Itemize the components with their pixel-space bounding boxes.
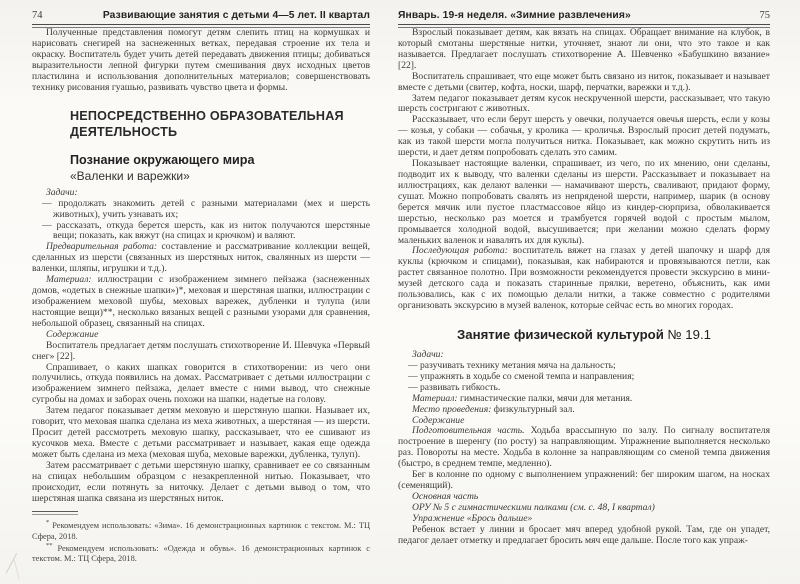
followup-work-text: воспитатель вяжет на глазах у детей шапочку и шарф для куклы (крючком и спицами), показывая, как набираются и провязываются петли, как растет связанное полотно. При возможности рекомендуется провести экскурсию в мини-музей детского сада и показать старинные прялки, веретено, объяснить, как ими пользовались, как с их помощью делали нитки, а также совместно с родителями организовать экскурсию в музей валенок, которые сейчас есть во многих городах. (398, 245, 771, 312)
paragraph: Затем педагог показывает детям кусок нескрученной шерсти, рассказывает, что такую шерсть состригают с животных. (398, 92, 770, 115)
paragraph-material (32, 275, 370, 330)
paragraph: Затем рассматривает с детьми шерстяную шапку, сравнивает ее со связанным на спицах небольшим образцом с незакрепленной нитью. Показывает, что происходит, если потянуть за ниточку. Делает с детьми вывод о том, что шерстяная шапка связана из шерстяных ниток. (32, 459, 370, 504)
pe-lesson-heading (398, 327, 770, 342)
paragraph: Показывает настоящие валенки, спрашивает, из чего, по их мнению, они сделаны, подводит их к выводу, что валенки сделаны из шерсти. Рассказывает и показывает на иллюстрациях, как делают валенки — намачивают шерсть, сваливают, придают форму, сушат. Можно попробовать свалять из непряденой шерсти, например, шарик (в основу берется мячик или пустое пластмассовое яйцо из киндер-сюрприза, обволакивается шерстью, несколько раз моется и трамбуется горячей водой с простым мылом, промывается холодной водой, высушивается; при желании можно сделать форму маленьких валенок и навалять их для куклы). (398, 158, 770, 246)
running-head-right (398, 10, 770, 21)
paragraph: Спрашивает, о каких шапках говорится в стихотворении: из чего они получились, откуда появились на домах. Рассматривает с детьми иллюстрации с изображением зимнего пейзажа, делает вместе с ними вывод, что снежные сугробы на домах и заборах очень похожи на шапки, надетые на голову. (32, 361, 370, 406)
lesson-title: Познание окружающего мира (70, 152, 255, 167)
prep-work-text: составление и рассматривание коллекции вещей, сделанных из шерсти (связанных из шерстяных ниток, свалянных из шерсти — валенки, шляпы, игрушки и т.д.). (32, 241, 370, 275)
paragraph: Воспитатель предлагает детям послушать стихотворение И. Шевчука «Первый снег» [22]. (32, 339, 370, 362)
material-text: иллюстрации с изображением зимнего пейзажа (заснеженных домов, «одетых в снежные шапки»)*, меховая и шерстяная шапки, иллюстрации с изображением меховой шубы, меховых варежек, дубленки и тулупа (или настоящие вещи)**, несколько вязаных вещей с разными узорами для сравнения, небольшой образец, связанный на спицах. (32, 274, 370, 329)
task-item: — упражнять в ходьбе со сменой темпа и направления; (408, 370, 635, 382)
lesson-subtitle: «Валенки и варежки» (70, 168, 190, 183)
tasks-label: Задачи: (46, 186, 78, 198)
venue-label: Место проведения: (412, 403, 492, 415)
oru-label: ОРУ № 5 с гимнастическими палками (см. с. 48, I квартал) (412, 501, 655, 513)
prep-work-label: Предварительная работа: (46, 241, 158, 253)
footnote-marker: ** (46, 541, 53, 549)
footnote-marker: * (46, 519, 50, 527)
pe-lesson-number: № 19.1 (667, 326, 711, 342)
paragraph: Взрослый показывает детям, как вязать на спицах. Обращает внимание на клубок, в который смотаны шерстяные нитки, уточняет, знают ли они, что это такое и как называется. Предлагает послушать стихотворение А. Шевченко «Бабушкино вязание» [22]. (398, 27, 770, 71)
page-left (32, 10, 370, 564)
pe-lesson-title: Занятие физической культурой (457, 326, 664, 342)
warmup-label: Подготовительная часть. (412, 425, 525, 437)
content-label: Содержание (412, 414, 465, 426)
running-head-title-left: Развивающие занятия с детьми 4—5 лет. II квартал (102, 10, 370, 21)
page-number-right: 75 (759, 10, 770, 21)
task-item: — развивать гибкость. (408, 381, 501, 393)
paragraph-warmup (398, 426, 770, 470)
footnote-text: Рекомендуем использовать: «Зима». 16 демонстрационных картинок с текстом. М.: ТЦ Сфера, 2018. (32, 521, 370, 541)
paragraph-run: Бег в колонне по одному с выполнением упражнений: бег широким шагом, на носках (семенящий). (398, 469, 770, 492)
material-label: Материал: (412, 392, 458, 404)
followup-work-label: Последующая работа: (412, 245, 508, 257)
warmup-text: Ходьба врассыпную по залу. По сигналу воспитателя построение в шеренгу (по росту) за направляющим. Упражнение выполняется несколько раз. Повороты на месте. Ходьба в колонне за направляющим со сменой темпа движения (быстро, в среднем темпе, медленно). (398, 425, 770, 470)
material-text: гимнастические палки, мячи для метания. (460, 392, 633, 404)
paragraph-venue (398, 405, 770, 416)
task-item: — рассказать, откуда берется шерсть, как из ниток получаются шерстяные вещи; показать, как вяжут (на спицах и крючком) и валяют. (42, 219, 370, 242)
task-item: — разучивать технику метания мяча на дальность; (408, 359, 616, 371)
paragraph-exercise: Ребенок встает у линии и бросает мяч вперед удобной рукой. Там, где он упадет, педагог делает отметку и предлагает бросить мяч еще дальше. После того как упраж- (398, 523, 770, 546)
exercise-label: Упражнение «Брось дальше» (412, 512, 533, 524)
page-number-left: 74 (32, 10, 43, 21)
paragraph: Воспитатель спрашивает, что еще может быть связано из ниток, показывает и называет вместе с детьми (свитер, кофта, носки, шарф, перчатки, варежки и т.д.). (398, 70, 770, 93)
main-part-label: Основная часть (412, 490, 479, 502)
paragraph-followup-work (398, 246, 770, 312)
venue-text: физкультурный зал. (493, 403, 575, 415)
section-title: НЕПОСРЕДСТВЕННО ОБРАЗОВАТЕЛЬНАЯ ДЕЯТЕЛЬНОСТЬ (70, 108, 344, 139)
footnote (32, 519, 370, 541)
material-label: Материал: (46, 274, 92, 286)
paragraph-intro: Полученные представления помогут детям слепить птиц на кормушках и нарисовать снегирей на заснеженных ветках, передавая строение их тела и окраску. Воспитатель будет учить детей передавать движения птицы; добиваться выразительности лепной фигурки путем смешивания двух исходных цветов пластилина и использования дополнительных материалов; совершенствовать технику рисования гуашью, развивать чувство цвета и формы. (32, 27, 370, 93)
running-head-left (32, 10, 370, 21)
page-right (398, 10, 770, 547)
paragraph: Рассказывает, что если берут шерсть у овечки, получается овечья шерсть, если у козы — козья, у собаки — собачья, у кролика — кроличья. Взрослый просит детей подумать, как из такой шерсти могла получиться нитка. Показывает, как можно скрутить нить из шерсти, и дает детям попробовать сделать это самим. (398, 114, 770, 159)
task-item: — продолжать знакомить детей с разными материалами (мех и шерсть животных), учить узнавать их; (42, 197, 370, 220)
running-head-title-right: Январь. 19-я неделя. «Зимние развлечения» (398, 10, 631, 21)
tasks-label: Задачи: (412, 348, 444, 360)
footnote-separator (32, 511, 78, 515)
footnote (32, 542, 370, 564)
footnote-text: Рекомендуем использовать: «Одежда и обувь». 16 демонстрационных картинок с текстом. М.: ТЦ Сфера, 2018. (32, 543, 370, 563)
content-label: Содержание (46, 328, 99, 340)
paragraph-prep-work (32, 242, 370, 275)
paragraph: Затем педагог показывает детям меховую и шерстяную шапки. Называет их, говорит, что меховая шапка сделана из меха животных, а шерстяная — из шерсти. Просит детей рассмотреть меховую шапку, рассказывает, что ее сшивают из кусочков меха. Вместе с детьми рассматривает и называет, какая еще одежда может быть сделана из меха (меховая шуба, меховые варежки, дубленка, тулуп). (32, 405, 370, 460)
